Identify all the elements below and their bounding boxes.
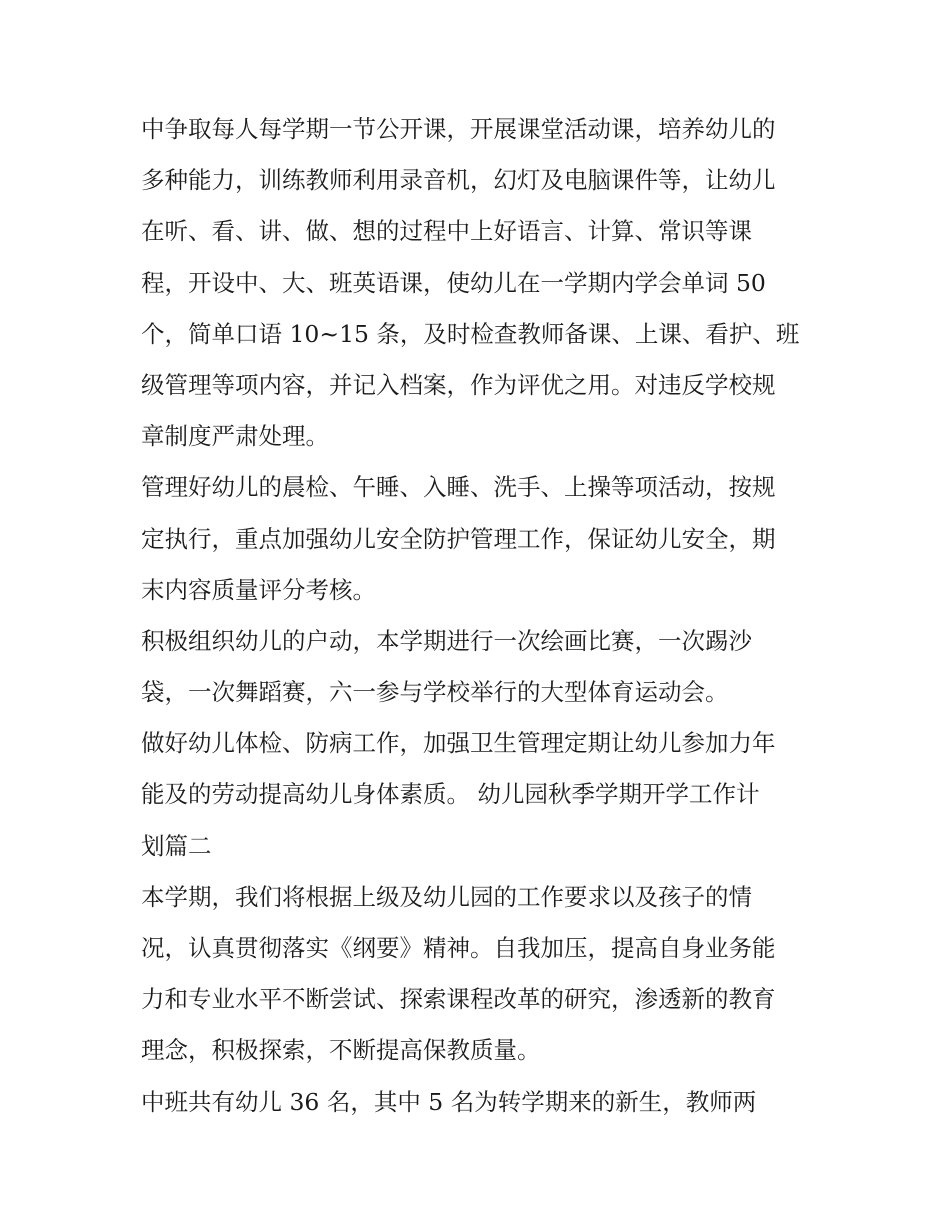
- text-line: 定执行，重点加强幼儿安全防护管理工作，保证幼儿安全，期: [141, 524, 776, 553]
- document-body: [141, 104, 821, 1128]
- text-line: 划篇二: [141, 831, 212, 860]
- text-line: 做好幼儿体检、防病工作，加强卫生管理定期让幼儿参加力年: [141, 729, 776, 758]
- text-line: 管理好幼儿的晨检、午睡、入睡、洗手、上操等项活动，按规: [141, 473, 776, 502]
- text-line: 在听、看、讲、做、想的过程中上好语言、计算、常识等课: [141, 217, 752, 246]
- text-line: 况，认真贯彻落实《纲要》精神。自我加压，提高自身业务能: [141, 934, 776, 962]
- text-line: 能及的劳动提高幼儿身体素质。 幼儿园秋季学期开学工作计: [141, 780, 760, 809]
- text-line: 个，简单口语 10~15 条，及时检查教师备课、上课、看护、班: [141, 319, 800, 348]
- text-line: 末内容质量评分考核。: [141, 575, 376, 604]
- text-line: 中争取每人每学期一节公开课，开展课堂活动课，培养幼儿的: [141, 115, 776, 143]
- text-line: 程，开设中、大、班英语课，使幼儿在一学期内学会单词 50: [141, 268, 766, 297]
- text-line: 力和专业水平不断尝试、探索课程改革的研究，渗透新的教育: [141, 985, 776, 1014]
- text-line: 多种能力，训练教师利用录音机，幻灯及电脑课件等，让幼儿: [141, 166, 776, 195]
- text-line: 积极组织幼儿的户动，本学期进行一次绘画比赛，一次踢沙: [141, 626, 752, 655]
- text-line: 理念，积极探索，不断提高保教质量。: [141, 1036, 541, 1065]
- text-line: 中班共有幼儿 36 名，其中 5 名为转学期来的新生，教师两: [141, 1087, 757, 1116]
- text-line: 级管理等项内容，并记入档案，作为评优之用。对违反学校规: [141, 370, 776, 399]
- text-line: 章制度严肃处理。: [141, 422, 329, 451]
- text-line: 本学期，我们将根据上级及幼儿园的工作要求以及孩子的情: [141, 882, 752, 911]
- text-line: 袋，一次舞蹈赛，六一参与学校举行的大型体育运动会。: [141, 678, 729, 707]
